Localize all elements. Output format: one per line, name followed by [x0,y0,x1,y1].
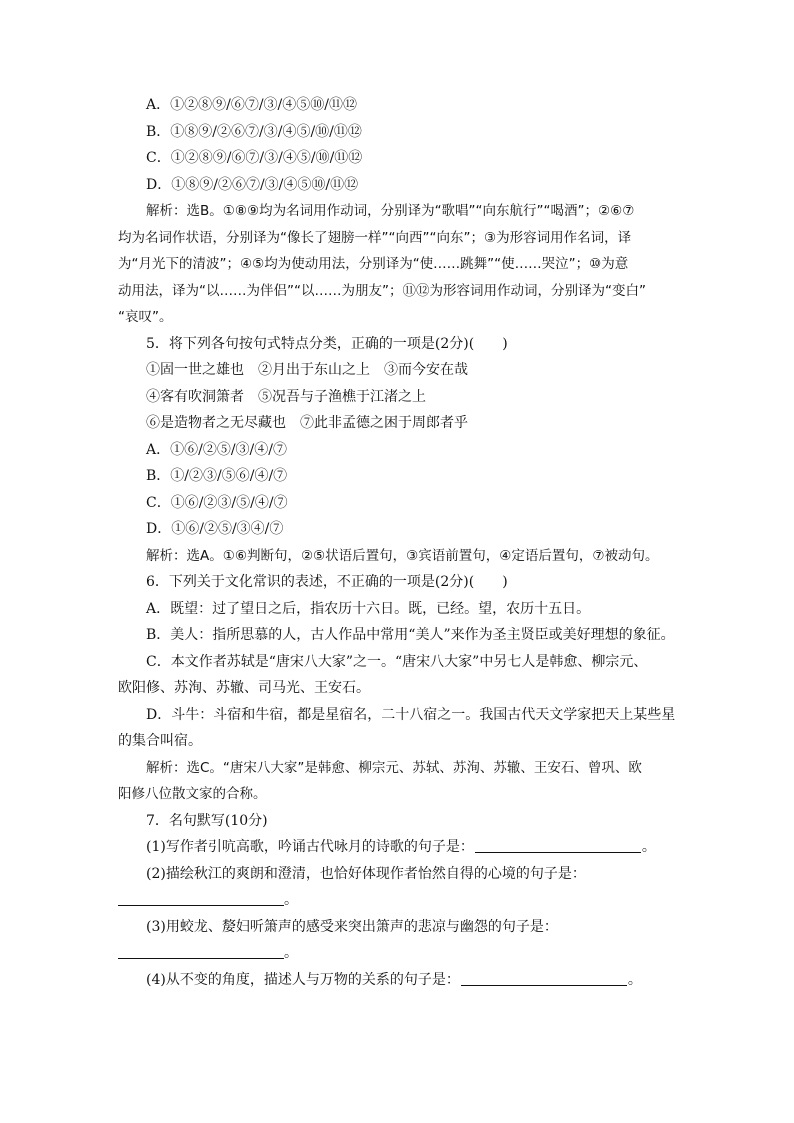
q6-analysis-line: 阳修八位散文家的合称。 [118,786,267,802]
q5-sentence-row: ④客有吹洞箫者 ⑤况吾与子渔樵于江渚之上 [146,388,426,405]
answer-blank-1[interactable] [475,836,641,853]
q7-item-2-answer [118,887,666,914]
q4-analysis-line: 均为名词作状语，分别译为“像长了翅膀一样”“向西”“向东”；③为形容词用作名词，译 [118,229,632,246]
q6-stem: 6．下列关于文化常识的表述，不正确的一项是(2分)( ) [146,574,508,590]
q4-analysis [118,198,666,331]
q5-stem: 5．将下列各句按句式特点分类，正确的一项是(2分)( ) [146,335,508,352]
q4-options [118,92,666,198]
q7-item-3-answer [118,940,666,967]
q4-analysis-line: 动用法，译为“以……为伴侣”“以……为朋友”；⑪⑫为形容词用作动词，分别译为“变白” [118,282,646,299]
q4-option-d: D．①⑧⑨/②⑥⑦/③/④⑤⑩/⑪⑫ [146,176,359,193]
end-mark: 。 [627,971,642,988]
q5-option-d: D．①⑥/②⑤/③④/⑦ [146,521,284,537]
q5-analysis: 解析：选A。①⑥判断句，②⑤状语后置句，③宾语前置句，④定语后置句，⑦被动句。 [146,547,659,564]
end-mark: 。 [284,892,298,908]
q6-option-c: C．本文作者苏轼是“唐宋八大家”之一。“唐宋八大家”中另七人是韩愈、柳宗元、 [146,653,648,670]
q7-item-4-text: (4)从不变的角度，描述人与万物的关系的句子是： [146,971,460,988]
q7-item-1-text: (1)写作者引吭高歌，吟诵古代咏月的诗歌的句子是： [146,839,474,855]
q4-analysis-line: “哀叹”。 [118,309,173,325]
answer-blank-2[interactable] [118,889,284,906]
q6-analysis-line: 解析：选C。“唐宋八大家”是韩愈、柳宗元、苏轼、苏洵、苏辙、王安石、曾巩、欧 [146,759,642,776]
answer-blank-3[interactable] [118,942,284,959]
end-mark: 。 [641,839,656,855]
q6-option-d: D．斗牛：斗宿和牛宿，都是星宿名，二十八宿之一。我国古代天文学家把天上某些星 [146,706,676,723]
q6-option-d-cont: 的集合叫宿。 [118,733,202,749]
q6-option-c-cont: 欧阳修、苏洵、苏辙、司马光、王安石。 [118,680,370,696]
q5 [118,331,666,570]
q7-item-2: (2)描绘秋江的爽朗和澄清，也恰好体现作者怡然自得的心境的句子是： [146,865,586,882]
q5-sentence-row: ⑥是造物者之无尽藏也 ⑦此非孟德之困于周郎者乎 [146,415,468,431]
q5-option-c: C．①⑥/②③/⑤/④/⑦ [146,494,288,511]
q7 [118,808,666,994]
q6-option-a: A．既望：过了望日之后，指农历十六日。既，已经。望，农历十五日。 [146,600,591,617]
q7-item-4 [118,967,666,994]
end-mark: 。 [284,945,298,961]
q6-option-b: B．美人：指所思慕的人，古人作品中常用“美人”来作为圣主贤臣或美好理想的象征。 [146,627,675,643]
q7-stem: 7．名句默写(10分) [146,812,268,829]
q5-option-a: A．①⑥/②⑤/③/④/⑦ [146,441,287,458]
q6 [118,569,676,808]
q4-analysis-line: 为“月光下的清波”；④⑤均为使动用法，分别译为“使……跳舞”“使……哭泣”；⑩为意 [118,256,629,272]
q7-item-1 [118,834,666,861]
q4-option-c: C．①②⑧⑨/⑥⑦/③/④⑤/⑩/⑪⑫ [146,150,363,166]
q4-option-a: A．①②⑧⑨/⑥⑦/③/④⑤⑩/⑪⑫ [146,97,357,113]
answer-blank-4[interactable] [461,969,627,986]
q5-sentence-row: ①固一世之雄也 ②月出于东山之上 ③而今安在哉 [146,362,468,378]
q4-option-b: B．①⑧⑨/②⑥⑦/③/④⑤/⑩/⑪⑫ [146,123,362,140]
q4-analysis-line: 解析：选B。①⑧⑨均为名词用作动词，分别译为“歌唱”“向东航行”“喝酒”；②⑥⑦ [146,203,635,219]
q5-option-b: B．①/②③/⑤⑥/④/⑦ [146,468,288,484]
q7-item-3: (3)用蛟龙、嫠妇听箫声的感受来突出箫声的悲凉与幽怨的句子是： [146,918,558,935]
